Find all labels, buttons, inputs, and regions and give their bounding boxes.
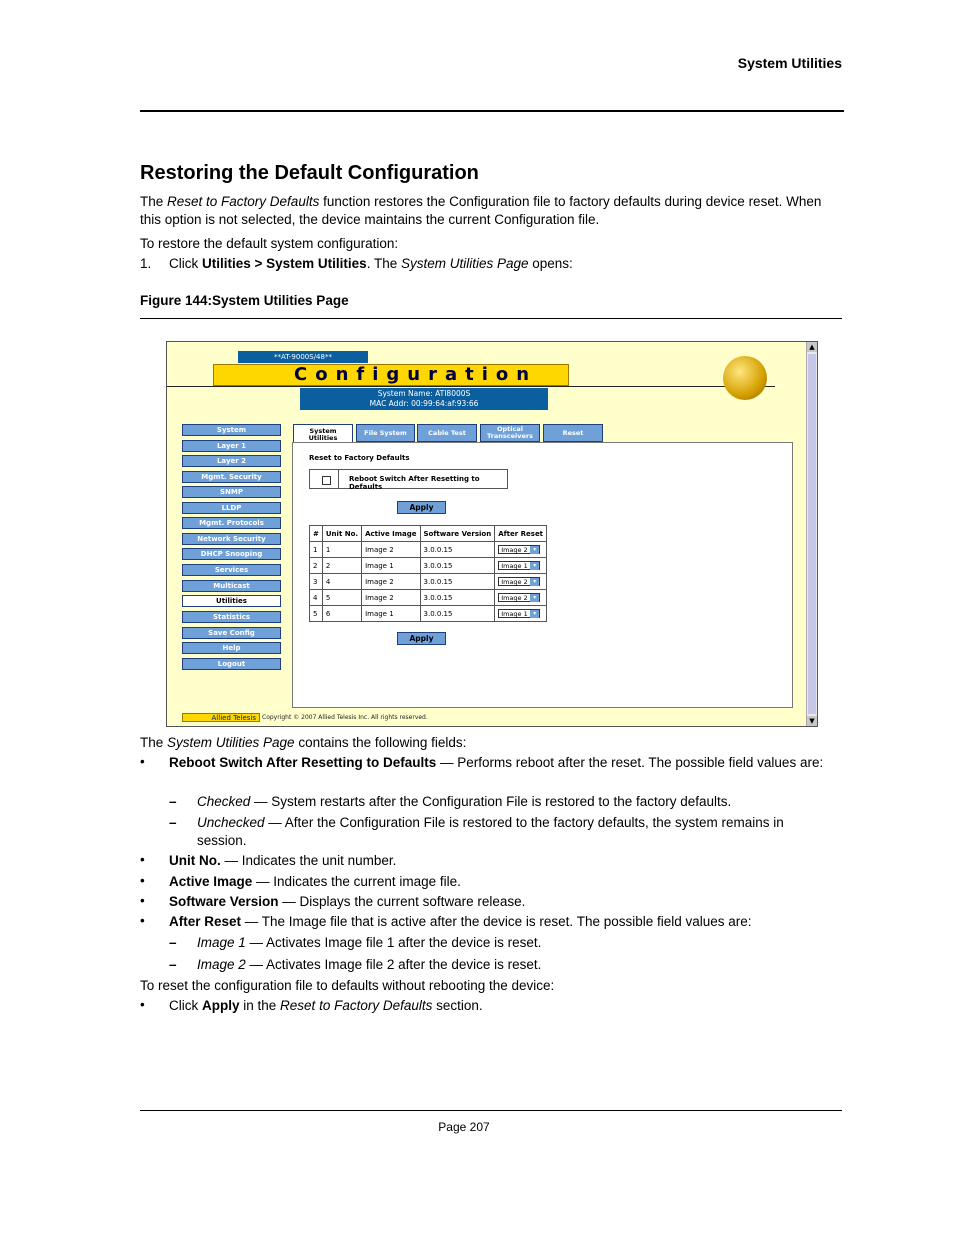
dash-icon: – xyxy=(169,794,177,809)
after-reset-select[interactable] xyxy=(498,561,540,570)
figure-caption: Figure 144:System Utilities Page xyxy=(140,293,349,308)
cell-unit: 2 xyxy=(322,558,361,574)
reset-instructions: To reset the configuration file to defaults without rebooting the device: xyxy=(140,978,555,993)
mac-address: MAC Addr: 00:99:64:af:93:66 xyxy=(369,399,479,408)
reboot-checked: Checked — System restarts after the Configuration File is restored to the factory defaults. xyxy=(197,794,732,809)
cell-index: 3 xyxy=(310,574,323,590)
cell-active-image: Image 1 xyxy=(362,606,420,622)
cell-after-reset xyxy=(495,542,547,558)
tab-cable-test[interactable]: Cable Test xyxy=(417,424,477,442)
menu-lldp[interactable]: LLDP xyxy=(182,502,281,514)
menu-mgmt-security[interactable]: Mgmt. Security xyxy=(182,471,281,483)
select-value: Image 2 xyxy=(501,546,528,554)
col-index: # xyxy=(310,526,323,542)
menu-utilities[interactable]: Utilities xyxy=(182,595,281,607)
menu-dhcp-snooping[interactable]: DHCP Snooping xyxy=(182,548,281,560)
cell-version: 3.0.0.15 xyxy=(420,606,495,622)
step-1: 1. Click Utilities > System Utilities. The System Utilities Page opens: xyxy=(140,256,573,271)
bullet-icon: • xyxy=(140,997,145,1012)
cell-index: 5 xyxy=(310,606,323,622)
cell-active-image: Image 2 xyxy=(362,574,420,590)
cell-index: 4 xyxy=(310,590,323,606)
tab-system-utilities[interactable]: System Utilities xyxy=(293,424,353,444)
device-name: **AT-9000S/48** xyxy=(238,351,368,363)
chevron-down-icon[interactable]: ▾ xyxy=(530,546,539,554)
config-banner: Configuration xyxy=(213,364,569,386)
click-apply-step: Click Apply in the Reset to Factory Defaults section. xyxy=(169,998,483,1013)
cell-unit: 1 xyxy=(322,542,361,558)
scroll-thumb[interactable] xyxy=(808,354,816,714)
table-header-row xyxy=(310,526,547,542)
bullet-icon: • xyxy=(140,913,145,928)
allied-telesis-logo: Allied Telesis xyxy=(182,713,260,722)
table-row xyxy=(310,542,547,558)
field-reboot: Reboot Switch After Resetting to Defaults — Performs reboot after the reset. The possible field values are: xyxy=(169,755,824,770)
scroll-down-icon[interactable]: ▼ xyxy=(807,716,817,726)
dash-icon: – xyxy=(169,935,177,950)
unit-table xyxy=(309,525,547,622)
table-row xyxy=(310,590,547,606)
page-number: Page 207 xyxy=(438,1120,490,1134)
select-value: Image 1 xyxy=(501,562,528,570)
menu-save-config[interactable]: Save Config xyxy=(182,627,281,639)
select-value: Image 1 xyxy=(501,610,528,618)
reboot-label: Reboot Switch After Resetting to Defaults xyxy=(349,475,480,491)
after-reset-select[interactable] xyxy=(498,593,540,602)
menu-layer-2[interactable]: Layer 2 xyxy=(182,455,281,467)
cell-version: 3.0.0.15 xyxy=(420,590,495,606)
section-label: Reset to Factory Defaults xyxy=(309,454,410,462)
banner-rule xyxy=(167,386,775,387)
screenshot-footer xyxy=(167,713,807,723)
apply-button-top[interactable]: Apply xyxy=(397,501,446,514)
header-rule xyxy=(140,110,844,112)
apply-button-bottom[interactable]: Apply xyxy=(397,632,446,645)
col-unit-no: Unit No. xyxy=(322,526,361,542)
select-value: Image 2 xyxy=(501,594,528,602)
col-software-version: Software Version xyxy=(420,526,495,542)
cell-active-image: Image 2 xyxy=(362,590,420,606)
menu-layer-1[interactable]: Layer 1 xyxy=(182,440,281,452)
cell-unit: 4 xyxy=(322,574,361,590)
chevron-down-icon[interactable]: ▾ xyxy=(530,562,539,570)
menu-logout[interactable]: Logout xyxy=(182,658,281,670)
tab-optical-transceivers[interactable]: Optical Transceivers xyxy=(480,424,540,442)
page-title: Restoring the Default Configuration xyxy=(140,162,479,184)
scroll-up-icon[interactable]: ▲ xyxy=(807,342,817,352)
cell-after-reset xyxy=(495,558,547,574)
cell-version: 3.0.0.15 xyxy=(420,558,495,574)
chevron-down-icon[interactable]: ▾ xyxy=(530,610,539,618)
copyright: Copyright © 2007 Allied Telesis Inc. All rights reserved. xyxy=(262,714,428,721)
bullet-icon: • xyxy=(140,852,145,867)
chevron-down-icon[interactable]: ▾ xyxy=(530,594,539,602)
chevron-down-icon[interactable]: ▾ xyxy=(530,578,539,586)
field-after-reset: After Reset — The Image file that is active after the device is reset. The possible field values are: xyxy=(169,914,752,929)
col-after-reset: After Reset xyxy=(495,526,547,542)
field-active-image: Active Image — Indicates the current image file. xyxy=(169,874,461,889)
cell-version: 3.0.0.15 xyxy=(420,574,495,590)
menu-help[interactable]: Help xyxy=(182,642,281,654)
globe-logo-icon xyxy=(723,356,767,400)
table-row xyxy=(310,574,547,590)
cell-unit: 5 xyxy=(322,590,361,606)
bullet-icon: • xyxy=(140,893,145,908)
intro-paragraph: The Reset to Factory Defaults function restores the Configuration file to factory defaults during device reset. When this option is not selected, the device maintains the current Configuration file. xyxy=(140,194,822,227)
cell-index: 1 xyxy=(310,542,323,558)
tab-reset[interactable]: Reset xyxy=(543,424,603,442)
tab-file-system[interactable]: File System xyxy=(356,424,415,442)
bullet-icon: • xyxy=(140,873,145,888)
menu-multicast[interactable]: Multicast xyxy=(182,580,281,592)
intro-line: To restore the default system configuration: xyxy=(140,236,399,251)
cell-unit: 6 xyxy=(322,606,361,622)
after-reset-image-2: Image 2 — Activates Image file 2 after the device is reset. xyxy=(197,957,542,972)
cell-active-image: Image 2 xyxy=(362,542,420,558)
select-value: Image 2 xyxy=(501,578,528,586)
reboot-unchecked: Unchecked — After the Configuration File is restored to the factory defaults, the system remains in session. xyxy=(197,815,784,848)
col-active-image: Active Image xyxy=(362,526,420,542)
after-reset-select[interactable] xyxy=(498,577,540,586)
after-reset-select[interactable] xyxy=(498,545,540,554)
scrollbar[interactable] xyxy=(806,342,817,726)
bullet-icon: • xyxy=(140,754,145,769)
dash-icon: – xyxy=(169,815,177,830)
after-reset-select[interactable] xyxy=(498,609,540,618)
fields-intro: The System Utilities Page contains the following fields: xyxy=(140,735,467,750)
reboot-option xyxy=(309,469,508,489)
cell-index: 2 xyxy=(310,558,323,574)
after-reset-image-1: Image 1 — Activates Image file 1 after the device is reset. xyxy=(197,935,542,950)
system-info xyxy=(300,388,548,410)
menu-snmp[interactable]: SNMP xyxy=(182,486,281,498)
menu-system[interactable]: System xyxy=(182,424,281,436)
footer-rule xyxy=(140,1110,842,1111)
option-divider xyxy=(338,470,339,488)
menu-services[interactable]: Services xyxy=(182,564,281,576)
table-row xyxy=(310,558,547,574)
field-software-version: Software Version — Displays the current software release. xyxy=(169,894,526,909)
field-unit-no: Unit No. — Indicates the unit number. xyxy=(169,853,397,868)
table-row xyxy=(310,606,547,622)
cell-active-image: Image 1 xyxy=(362,558,420,574)
cell-version: 3.0.0.15 xyxy=(420,542,495,558)
utilities-panel xyxy=(292,442,793,708)
dash-icon: – xyxy=(169,957,177,972)
menu-statistics[interactable]: Statistics xyxy=(182,611,281,623)
cell-after-reset xyxy=(495,590,547,606)
caption-rule xyxy=(140,318,842,319)
system-name: System Name: ATI8000S xyxy=(377,389,471,398)
menu-mgmt-protocols[interactable]: Mgmt. Protocols xyxy=(182,517,281,529)
reboot-checkbox[interactable] xyxy=(322,476,331,485)
running-header: System Utilities xyxy=(737,55,842,71)
cell-after-reset xyxy=(495,574,547,590)
cell-after-reset xyxy=(495,606,547,622)
menu-network-security[interactable]: Network Security xyxy=(182,533,281,545)
system-utilities-screenshot xyxy=(166,341,818,727)
